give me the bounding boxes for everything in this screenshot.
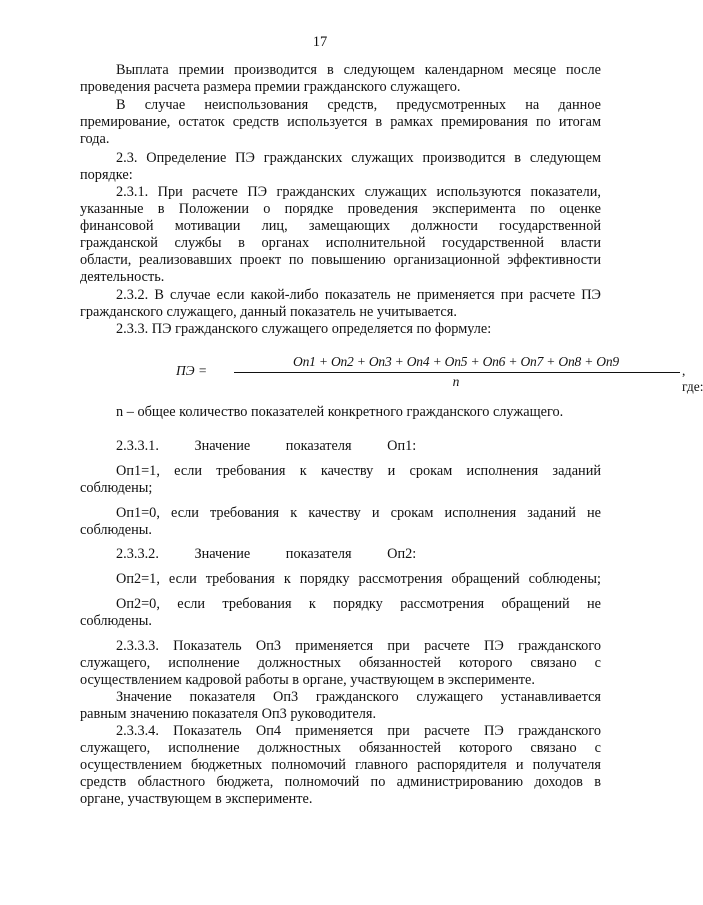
text-line: Оп2=0, если требования к порядку рассмотрения обращений не — [116, 596, 601, 612]
text-line: 2.3.1. При расчете ПЭ гражданских служащих используются показатели, — [116, 184, 601, 200]
text-line: 2.3.2. В случае если какой-либо показатель не применяется при расчете ПЭ — [116, 287, 601, 303]
text-line: осуществлением бюджетных полномочий главного распорядителя и получателя — [80, 757, 601, 773]
text-line: гражданской службы в органах исполнительной государственной власти — [80, 235, 601, 251]
text-line: Оп1=0, если требования к качеству и срокам исполнения заданий не — [116, 505, 601, 521]
text-line: указанные в Положении о порядке проведения эксперимента по оценке — [80, 201, 601, 217]
text-line: 2.3.3.1. Значение показателя Оп1: — [116, 438, 417, 454]
text-line: соблюдены. — [80, 522, 152, 538]
text-line: проведения расчета размера премии гражданского служащего. — [80, 79, 461, 95]
text-line: служащего, исполнение должностных обязанностей которого связано с — [80, 655, 601, 671]
text-line: 2.3. Определение ПЭ гражданских служащих производится в следующем — [116, 150, 601, 166]
text-line: 2.3.3.3. Показатель Оп3 применяется при расчете ПЭ гражданского — [116, 638, 601, 654]
text-line: Оп2=1, если требования к порядку рассмотрения обращений соблюдены; — [116, 571, 601, 587]
text-line: соблюдены. — [80, 613, 152, 629]
text-line: года. — [80, 131, 110, 147]
text-line: Выплата премии производится в следующем календарном месяце после — [116, 62, 601, 78]
text-line: осуществлением кадровой работы в органе, участвующем в эксперименте. — [80, 672, 535, 688]
formula-numerator: Оп1 + Оп2 + Оп3 + Оп4 + Оп5 + Оп6 + Оп7 + Оп8 + Оп9 — [293, 354, 619, 369]
fraction-bar — [234, 372, 680, 373]
formula — [176, 354, 703, 394]
text-line: финансовой мотивации лиц, замещающих должности государственной — [80, 218, 601, 234]
text-line: n – общее количество показателей конкретного гражданского служащего. — [116, 404, 564, 420]
text-line: премирование, остаток средств используется в рамках премирования по итогам — [80, 114, 601, 130]
text-line: Значение показателя Оп3 гражданского служащего устанавливается — [116, 689, 601, 705]
text-line: равным значению показателя Оп3 руководителя. — [80, 706, 377, 722]
text-line: 2.3.3.2. Значение показателя Оп2: — [116, 546, 417, 562]
text-line: порядке: — [80, 167, 133, 183]
text-line: В случае неиспользования средств, предусмотренных на данное — [116, 97, 601, 113]
text-line: соблюдены; — [80, 480, 153, 496]
text-line: области, реализовавших проект по повышению организационной эффективности — [80, 252, 601, 268]
formula-denominator: n — [452, 374, 460, 389]
formula-lhs: ПЭ = — [176, 363, 208, 378]
text-line: 2.3.3.4. Показатель Оп4 применяется при расчете ПЭ гражданского — [116, 723, 601, 739]
formula-tail: , где: — [682, 363, 703, 394]
page-number: 17 — [312, 34, 328, 50]
text-line: служащего, исполнение должностных обязанностей которого связано с — [80, 740, 601, 756]
text-line: средств областного бюджета, полномочий по администрированию доходов в — [80, 774, 601, 790]
text-line: деятельность. — [80, 269, 165, 285]
text-line: гражданского служащего, данный показатель не учитывается. — [80, 304, 457, 320]
text-line: 2.3.3. ПЭ гражданского служащего определяется по формуле: — [116, 321, 492, 337]
text-line: органе, участвующем в эксперименте. — [80, 791, 313, 807]
text-line: Оп1=1, если требования к качеству и срокам исполнения заданий — [116, 463, 601, 479]
